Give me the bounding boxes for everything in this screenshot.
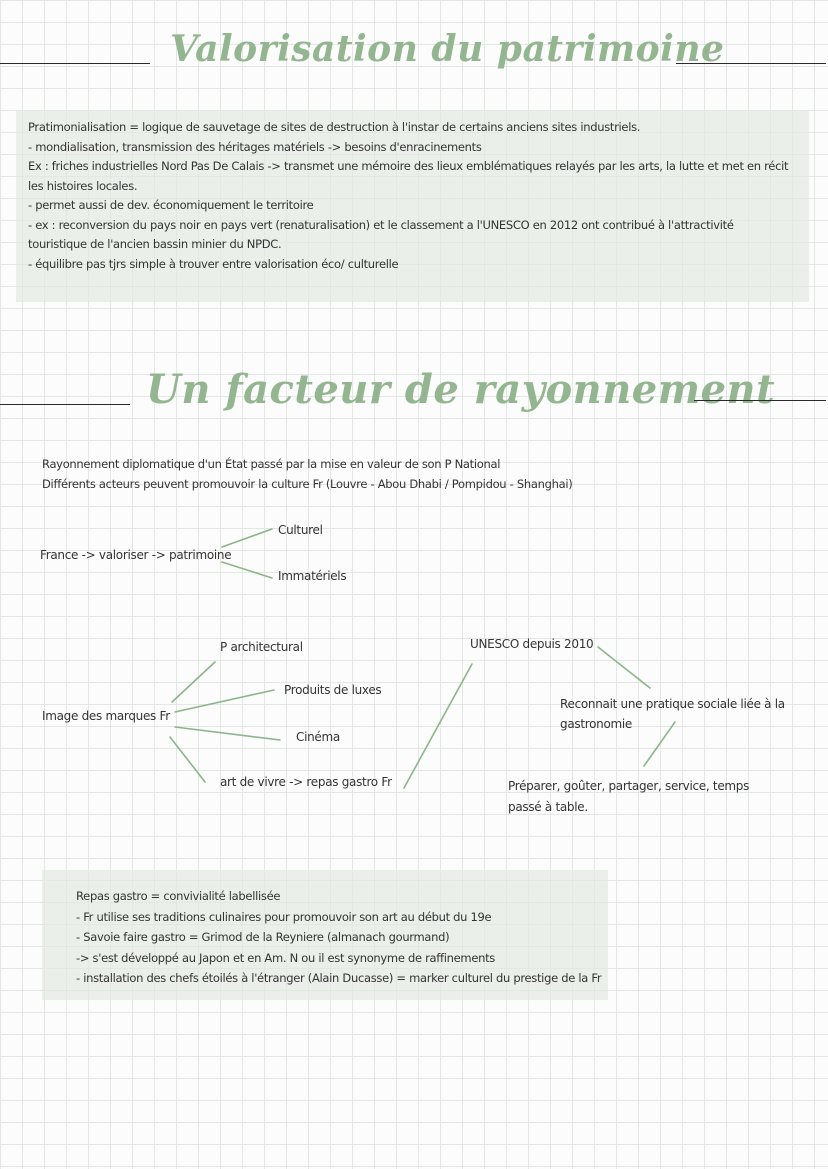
text-line: Ex : friches industrielles Nord Pas De Calais -> transmet une mémoire des lieux emblématiques relayés par les arts, la lutte et met en récit <box>28 159 789 173</box>
connector-cinema <box>175 727 280 740</box>
text-line: passé à table. <box>508 800 588 814</box>
diagram2-p-architectural: P architectural <box>220 640 303 654</box>
section1-paragraph <box>28 118 788 274</box>
title-rule-right <box>694 400 826 401</box>
connector-culturel <box>222 529 272 547</box>
diagram2-art-de-vivre: art de vivre -> repas gastro Fr <box>220 775 392 789</box>
text-line: Repas gastro = convivialité labellisée <box>76 889 281 903</box>
connector-p-architectural <box>172 662 215 702</box>
title-rule-left <box>0 404 130 405</box>
connector-unesco-link <box>404 664 472 788</box>
connector-unesco-reconnait <box>598 647 650 688</box>
diagram2-preparer <box>508 776 749 818</box>
text-line: -> s'est développé au Japon et en Am. N ou il est synonyme de raffinements <box>76 950 495 965</box>
text-line: - équilibre pas tjrs simple à trouver entre valorisation éco/ culturelle <box>28 256 399 271</box>
text-line: - ex : reconversion du pays noir en pays vert (renaturalisation) et le classement a l'UNESCO en 2012 ont contribué à l'attractivité <box>28 217 734 232</box>
text-line: gastronomie <box>560 717 632 731</box>
section2-intro <box>42 455 572 494</box>
connector-immateriels <box>222 562 272 578</box>
text-line: - mondialisation, transmission des héritages matériels -> besoins d'enracinements <box>28 139 482 154</box>
diagram2-produits: Produits de luxes <box>284 683 382 697</box>
text-line: Reconnait une pratique sociale liée à la <box>560 697 785 711</box>
text-line: - installation des chefs étoilés à l'étranger (Alain Ducasse) = marker culturel du prestige de la Fr <box>76 971 602 985</box>
text-line: - Fr utilise ses traditions culinaires pour promouvoir son art au début du 19e <box>76 909 492 924</box>
diagram2-unesco: UNESCO depuis 2010 <box>470 637 594 651</box>
diagram1-culturel: Culturel <box>278 523 323 537</box>
text-line: - permet aussi de dev. économiquement le territoire <box>28 198 314 212</box>
section-title-rayonnement: Un facteur de rayonnement <box>146 366 776 413</box>
diagram2-cinema: Cinéma <box>296 730 340 744</box>
text-line: - Savoie faire gastro = Grimod de la Reyniere (almanach gourmand) <box>76 930 450 944</box>
diagram1-source: France -> valoriser -> patrimoine <box>40 548 232 562</box>
diagram2-reconnait <box>560 694 785 734</box>
connector-art-de-vivre <box>170 737 205 782</box>
title-rule-left <box>0 63 150 64</box>
diagram2-source: Image des marques Fr <box>42 709 170 723</box>
title-rule-right <box>676 63 826 64</box>
text-line: touristique de l'ancien bassin minier du NPDC. <box>28 237 282 251</box>
summary-paragraph <box>76 886 601 989</box>
text-line: les histoires locales. <box>28 178 138 193</box>
section-title-valorisation: Valorisation du patrimoine <box>170 28 725 70</box>
diagram1-immateriels: Immatériels <box>278 569 347 583</box>
text-line: Rayonnement diplomatique d'un État passé par la mise en valeur de son P National <box>42 457 501 471</box>
connector-produits <box>175 690 274 712</box>
text-line: Pratimonialisation = logique de sauvetage de sites de destruction à l'instar de certains anciens sites industriels. <box>28 120 641 134</box>
text-line: Préparer, goûter, partager, service, temps <box>508 779 750 793</box>
text-line: Différents acteurs peuvent promouvoir la culture Fr (Louvre - Abou Dhabi / Pompidou - Shanghai) <box>42 476 573 491</box>
